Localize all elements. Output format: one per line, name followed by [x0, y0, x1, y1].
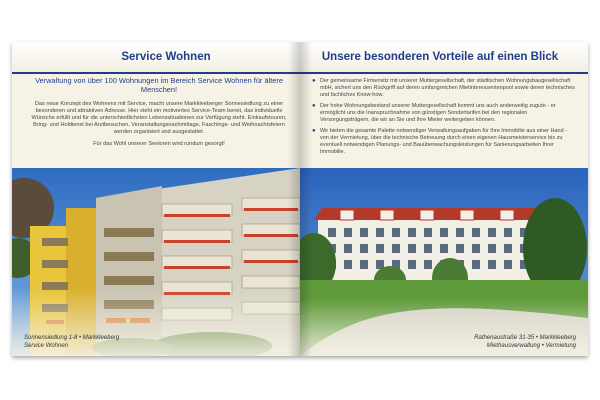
right-caption-service: Miethausverwaltung • Vermietung — [486, 342, 576, 349]
left-header-band — [12, 42, 300, 74]
residential-building-illustration — [300, 168, 588, 356]
right-page — [300, 42, 588, 356]
apartment-building-illustration — [12, 168, 300, 356]
bullet-icon: ● — [312, 78, 316, 84]
advantage-text: Wir bieten die gesamte Palette notwendiger Verwaltungsaufgaben für Ihre Immobilie aus einer Hand - von der Vermietung, über die technische Betreuung durch einen eigenen Hausmeisterservice bis zu eventuell notwendigen Planungs- und Bauüberwachungsleistungen für Sanierungsarbeiten Ihrer Immobilie. — [320, 128, 568, 155]
advantage-text: Der hohe Wohnungsbestand unserer Muttergesellschaft kommt uns auch anderweitig zugute - er ermöglicht uns die Inanspruchnahme von günstigen Sondertarifen bei den regionalen Versorgungsträgern, die wir an Sie und Ihre Mieter weitergeben können. — [320, 103, 556, 123]
right-page-title: Unsere besonderen Vorteile auf einen Blick — [321, 51, 559, 63]
right-photo-caption — [474, 335, 576, 350]
left-caption-service: Service Wohnen — [24, 342, 69, 349]
advantages-list — [312, 78, 577, 160]
left-text-block — [30, 76, 288, 148]
right-header-band — [300, 42, 588, 74]
left-page — [12, 42, 300, 356]
advantage-text: Der gemeinsame Firmensitz mit unserer Muttergesellschaft, der städtischen Wohnungsbaugesellschaft mbH, sichert uns den Rückgriff auf deren umfangreichen Mietinteressentenpool sowie deren technisches und fachliches Know-how. — [320, 78, 575, 98]
bullet-icon: ● — [312, 128, 316, 134]
left-caption-address: Sonnensiedlung 1-8 • Markkleeberg — [24, 335, 120, 341]
left-photo-caption — [24, 335, 119, 350]
rathenaustrasse-building-photo — [300, 168, 588, 356]
left-closing-text: Für das Wohl unserer Senioren wird rundum gesorgt! — [93, 141, 225, 147]
left-page-title: Service Wohnen — [121, 51, 211, 63]
advantage-item — [312, 78, 577, 99]
advantage-item — [312, 128, 577, 156]
brochure-spread — [12, 42, 588, 356]
right-caption-address: Rathenaustraße 31-35 • Markkleeberg — [474, 335, 576, 341]
apartment-building-photo — [12, 168, 300, 356]
advantage-item — [312, 103, 577, 124]
bullet-icon: ● — [312, 103, 316, 109]
left-body-text: Das neue Konzept des Wohnens mit Service, macht unsere Markkleeberger Sonnesiedlung zu einer besonderen und attraktiven Adresse. Hier steht ein motiviertes Service-Team bereit, das individuelle Wünsche erfüllt und für die unterschiedlichsten Lebenssituationen zur Verfügung steht. Einkaufstouren, Bring- und Holdienst bei Arztbesuchen, Veranstaltungsnachmittage, Faschings- und Weihnachtsfeiern werden organisiert und ausgestattet. — [31, 101, 287, 135]
left-lead-text: Verwaltung von über 100 Wohnungen im Bereich Service Wohnen für ältere Menschen! — [35, 76, 283, 94]
